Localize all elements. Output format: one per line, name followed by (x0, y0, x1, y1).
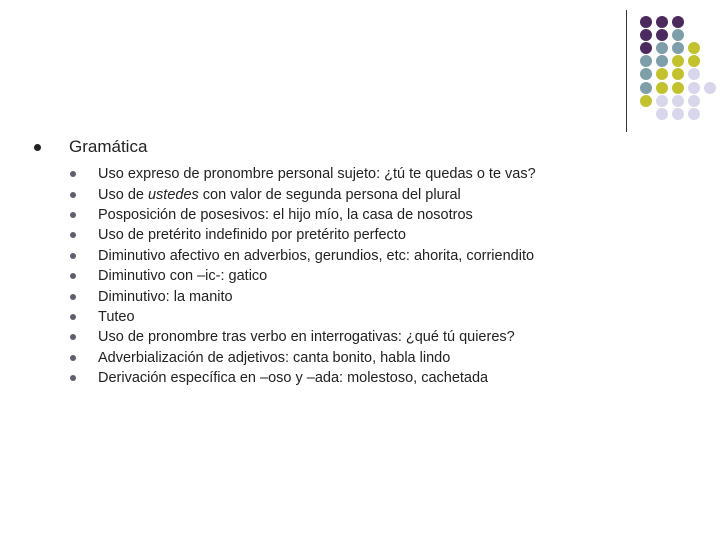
decorative-dot (688, 42, 700, 54)
bullet-icon (70, 294, 76, 300)
bullet-icon (70, 212, 76, 218)
list-item-text: Uso expreso de pronombre personal sujeto: ¿tú te quedas o te vas? (98, 166, 536, 183)
decorative-dot (640, 55, 652, 67)
list-item-text: Diminutivo: la manito (98, 288, 233, 305)
bullet-icon (70, 355, 76, 361)
slide-heading: Gramática (69, 137, 148, 156)
bullet-icon (70, 232, 76, 238)
decorative-dot (672, 82, 684, 94)
list-item-text: Derivación específica en –oso y –ada: molestoso, cachetada (98, 370, 489, 387)
decorative-dot (640, 68, 652, 80)
decorative-dot (656, 29, 668, 41)
bullet-icon (70, 192, 76, 198)
decorative-dot-grid (0, 0, 720, 140)
list-item (70, 246, 536, 266)
list-item (70, 307, 536, 327)
list-item-text: Diminutivo con –ic-: gatico (98, 268, 268, 285)
decorative-dot (640, 95, 652, 107)
bullet-icon (70, 334, 76, 340)
decorative-dot (640, 82, 652, 94)
list-item-text: Tuteo (98, 308, 135, 325)
decorative-dot (640, 42, 652, 54)
list-item-text: Uso de pronombre tras verbo en interrogativas: ¿qué tú quieres? (98, 329, 515, 346)
decorative-dot (704, 82, 716, 94)
decorative-dot (672, 42, 684, 54)
list-item (70, 164, 536, 184)
list-item-text: Uso de pretérito indefinido por pretérito perfecto (98, 227, 406, 244)
decorative-dot (688, 55, 700, 67)
heading-row (34, 136, 536, 158)
decorative-dot (656, 55, 668, 67)
slide-content (34, 136, 536, 404)
list-item (70, 368, 536, 388)
list-item (70, 225, 536, 245)
list-item-text: Diminutivo afectivo en adverbios, gerundios, etc: ahorita, corriendito (98, 247, 535, 264)
bullet-icon (70, 375, 76, 381)
decorative-dot (672, 68, 684, 80)
bullet-icon (70, 273, 76, 279)
decorative-dot (656, 68, 668, 80)
decorative-dot (688, 82, 700, 94)
decorative-dot (640, 29, 652, 41)
decorative-dot (688, 95, 700, 107)
list-item (70, 266, 536, 286)
decorative-dot (656, 82, 668, 94)
decorative-dot (672, 95, 684, 107)
decorative-dot (672, 16, 684, 28)
decorative-dot (640, 16, 652, 28)
list-item (70, 205, 536, 225)
bullet-icon (70, 171, 76, 177)
grammar-list (70, 164, 536, 388)
decorative-divider-line (626, 10, 627, 132)
list-item (70, 184, 536, 204)
decorative-dot (656, 16, 668, 28)
decorative-dot (656, 95, 668, 107)
decorative-dot (672, 108, 684, 120)
list-item-text: Uso de ustedes con valor de segunda persona del plural (98, 186, 461, 203)
decorative-dot (688, 108, 700, 120)
decorative-dot (672, 55, 684, 67)
list-item-text: Posposición de posesivos: el hijo mío, la casa de nosotros (98, 206, 473, 223)
decorative-dot (656, 108, 668, 120)
decorative-dot (656, 42, 668, 54)
bullet-icon (70, 253, 76, 259)
list-item (70, 327, 536, 347)
decorative-dot (672, 29, 684, 41)
bullet-icon (34, 144, 41, 151)
bullet-icon (70, 314, 76, 320)
list-item (70, 286, 536, 306)
list-item-text: Adverbialización de adjetivos: canta bonito, habla lindo (98, 349, 451, 366)
decorative-dot (688, 68, 700, 80)
list-item (70, 348, 536, 368)
